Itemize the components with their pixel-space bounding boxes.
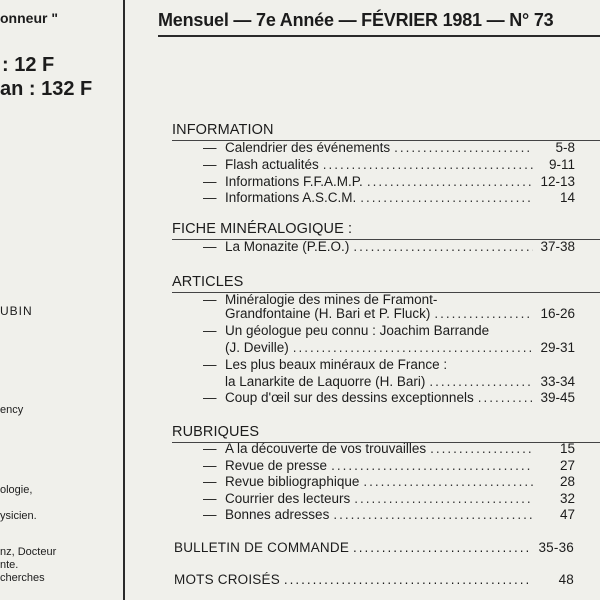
leader-dots (478, 390, 533, 405)
mots-croises-title: MOTS CROISÉS (174, 572, 280, 587)
toc-entry-title: Informations F.F.A.M.P. (225, 174, 363, 189)
leader-dots (333, 507, 533, 522)
toc-entry[interactable]: — Calendrier des événements ..... 5-8 (203, 140, 575, 155)
toc-entry-page: 5-8 (555, 140, 575, 155)
section-information-title: INFORMATION (172, 122, 274, 138)
toc-entry-title: Revue bibliographique (225, 474, 360, 489)
toc-entry-page: 14 (559, 190, 575, 205)
toc-entry-title: Courrier des lecteurs (225, 491, 351, 506)
toc-entry-page: 9-11 (548, 157, 575, 172)
leader-dots (429, 374, 533, 389)
toc-entry[interactable]: — Informations F.F.A.M.P. ..... 12-13 (203, 174, 575, 189)
toc-entry[interactable]: — Revue bibliographique ..... 28 (203, 474, 575, 489)
toc-entry[interactable] (203, 374, 575, 389)
bulletin-page: 35-36 (538, 540, 574, 555)
toc-entry-page: 29-31 (540, 340, 575, 355)
toc-entry[interactable]: — Courrier des lecteurs ..... 32 (203, 491, 575, 506)
toc-entry-title: Revue de presse (225, 458, 328, 473)
toc-entry-page: 15 (559, 441, 575, 456)
leader-dots (394, 140, 533, 155)
leader-dots (354, 491, 533, 506)
ente-text: nte. (0, 559, 19, 571)
toc-entry-title: Coup d'œil sur des dessins exceptionnels (225, 390, 474, 405)
toc-entry-title-line1: Minéralogie des mines de Framont- (225, 292, 438, 307)
honneur-text: onneur " (0, 10, 58, 26)
toc-entry-page: 33-34 (540, 374, 575, 389)
toc-entry-title: la Lanarkite de Laquorre (H. Bari) (225, 374, 426, 389)
leader-dots (360, 190, 533, 205)
ency-text: ency (0, 404, 24, 416)
toc-entry[interactable] (203, 340, 575, 355)
toc-entry[interactable]: — Bonnes adresses ..... 47 (203, 507, 575, 522)
dash: — (203, 323, 217, 338)
toc-entry[interactable]: — Revue de presse ..... 27 (203, 458, 575, 473)
toc-entry-page: 32 (559, 491, 575, 506)
toc-entry-title-line1: Les plus beaux minéraux de France : (225, 357, 448, 372)
toc-entry[interactable]: — Coup d'œil sur des dessins exceptionnels ..... 39-45 (203, 390, 575, 405)
toc-entry-page: 28 (559, 474, 575, 489)
ologie-text: ologie, (0, 484, 33, 496)
toc-entry[interactable]: — Flash actualités ..... 9-11 (203, 157, 575, 172)
toc-entry-title: Flash actualités (225, 157, 319, 172)
header-rule (158, 35, 600, 37)
toc-entry-page: 39-45 (540, 390, 575, 405)
leader-dots (284, 572, 532, 587)
toc-entry-title: Calendrier des événements (225, 140, 391, 155)
section-rubriques-title: RUBRIQUES (172, 424, 260, 440)
leader-dots (331, 458, 533, 473)
toc-entry[interactable]: — La Monazite (P.E.O.) ..... 37-38 (203, 239, 575, 254)
leader-dots (353, 239, 533, 254)
cherches-text: cherches (0, 572, 45, 584)
toc-entry[interactable]: — A la découverte de vos trouvailles ..... 15 (203, 441, 575, 456)
toc-entry-title: A la découverte de vos trouvailles (225, 441, 427, 456)
leader-dots (434, 306, 533, 321)
toc-entry-title: La Monazite (P.E.O.) (225, 239, 350, 254)
mots-croises-entry[interactable] (174, 572, 574, 587)
issue-header: Mensuel — 7e Année — FÉVRIER 1981 — N° 73 (158, 10, 554, 30)
toc-entry-title: Informations A.S.C.M. (225, 190, 357, 205)
leader-dots (353, 540, 532, 555)
bulletin-title: BULLETIN DE COMMANDE (174, 540, 350, 555)
toc-entry-page: 12-13 (540, 174, 575, 189)
column-divider (123, 0, 125, 600)
toc-entry-page: 16-26 (540, 306, 575, 321)
price-issue: : 12 F (2, 54, 55, 76)
leader-dots (430, 441, 533, 456)
toc-entry[interactable] (203, 306, 575, 321)
price-year: an : 132 F (0, 78, 93, 100)
docteur-text: nz, Docteur (0, 546, 57, 558)
section-articles-title: ARTICLES (172, 274, 244, 290)
dash: — (203, 292, 217, 307)
section-fiche-title: FICHE MINÉRALOGIQUE : (172, 221, 353, 237)
toc-entry-page: 27 (559, 458, 575, 473)
toc-entry[interactable]: — Informations A.S.C.M. ..... 14 (203, 190, 575, 205)
bulletin-entry[interactable] (174, 540, 574, 555)
mots-croises-page: 48 (558, 572, 574, 587)
dash: — (203, 357, 217, 372)
ubin-text: UBIN (0, 304, 33, 318)
left-column (0, 0, 124, 600)
toc-entry-title: Grandfontaine (H. Bari et P. Fluck) (225, 306, 431, 321)
leader-dots (323, 157, 533, 172)
toc-entry-title: (J. Deville) (225, 340, 289, 355)
leader-dots (363, 474, 533, 489)
leader-dots (367, 174, 533, 189)
leader-dots (293, 340, 533, 355)
ysicien-text: ysicien. (0, 510, 37, 522)
toc-entry-title: Bonnes adresses (225, 507, 330, 522)
toc-entry-page: 47 (559, 507, 575, 522)
toc-entry-title-line1: Un géologue peu connu : Joachim Barrande (225, 323, 490, 338)
toc-entry-page: 37-38 (540, 239, 575, 254)
